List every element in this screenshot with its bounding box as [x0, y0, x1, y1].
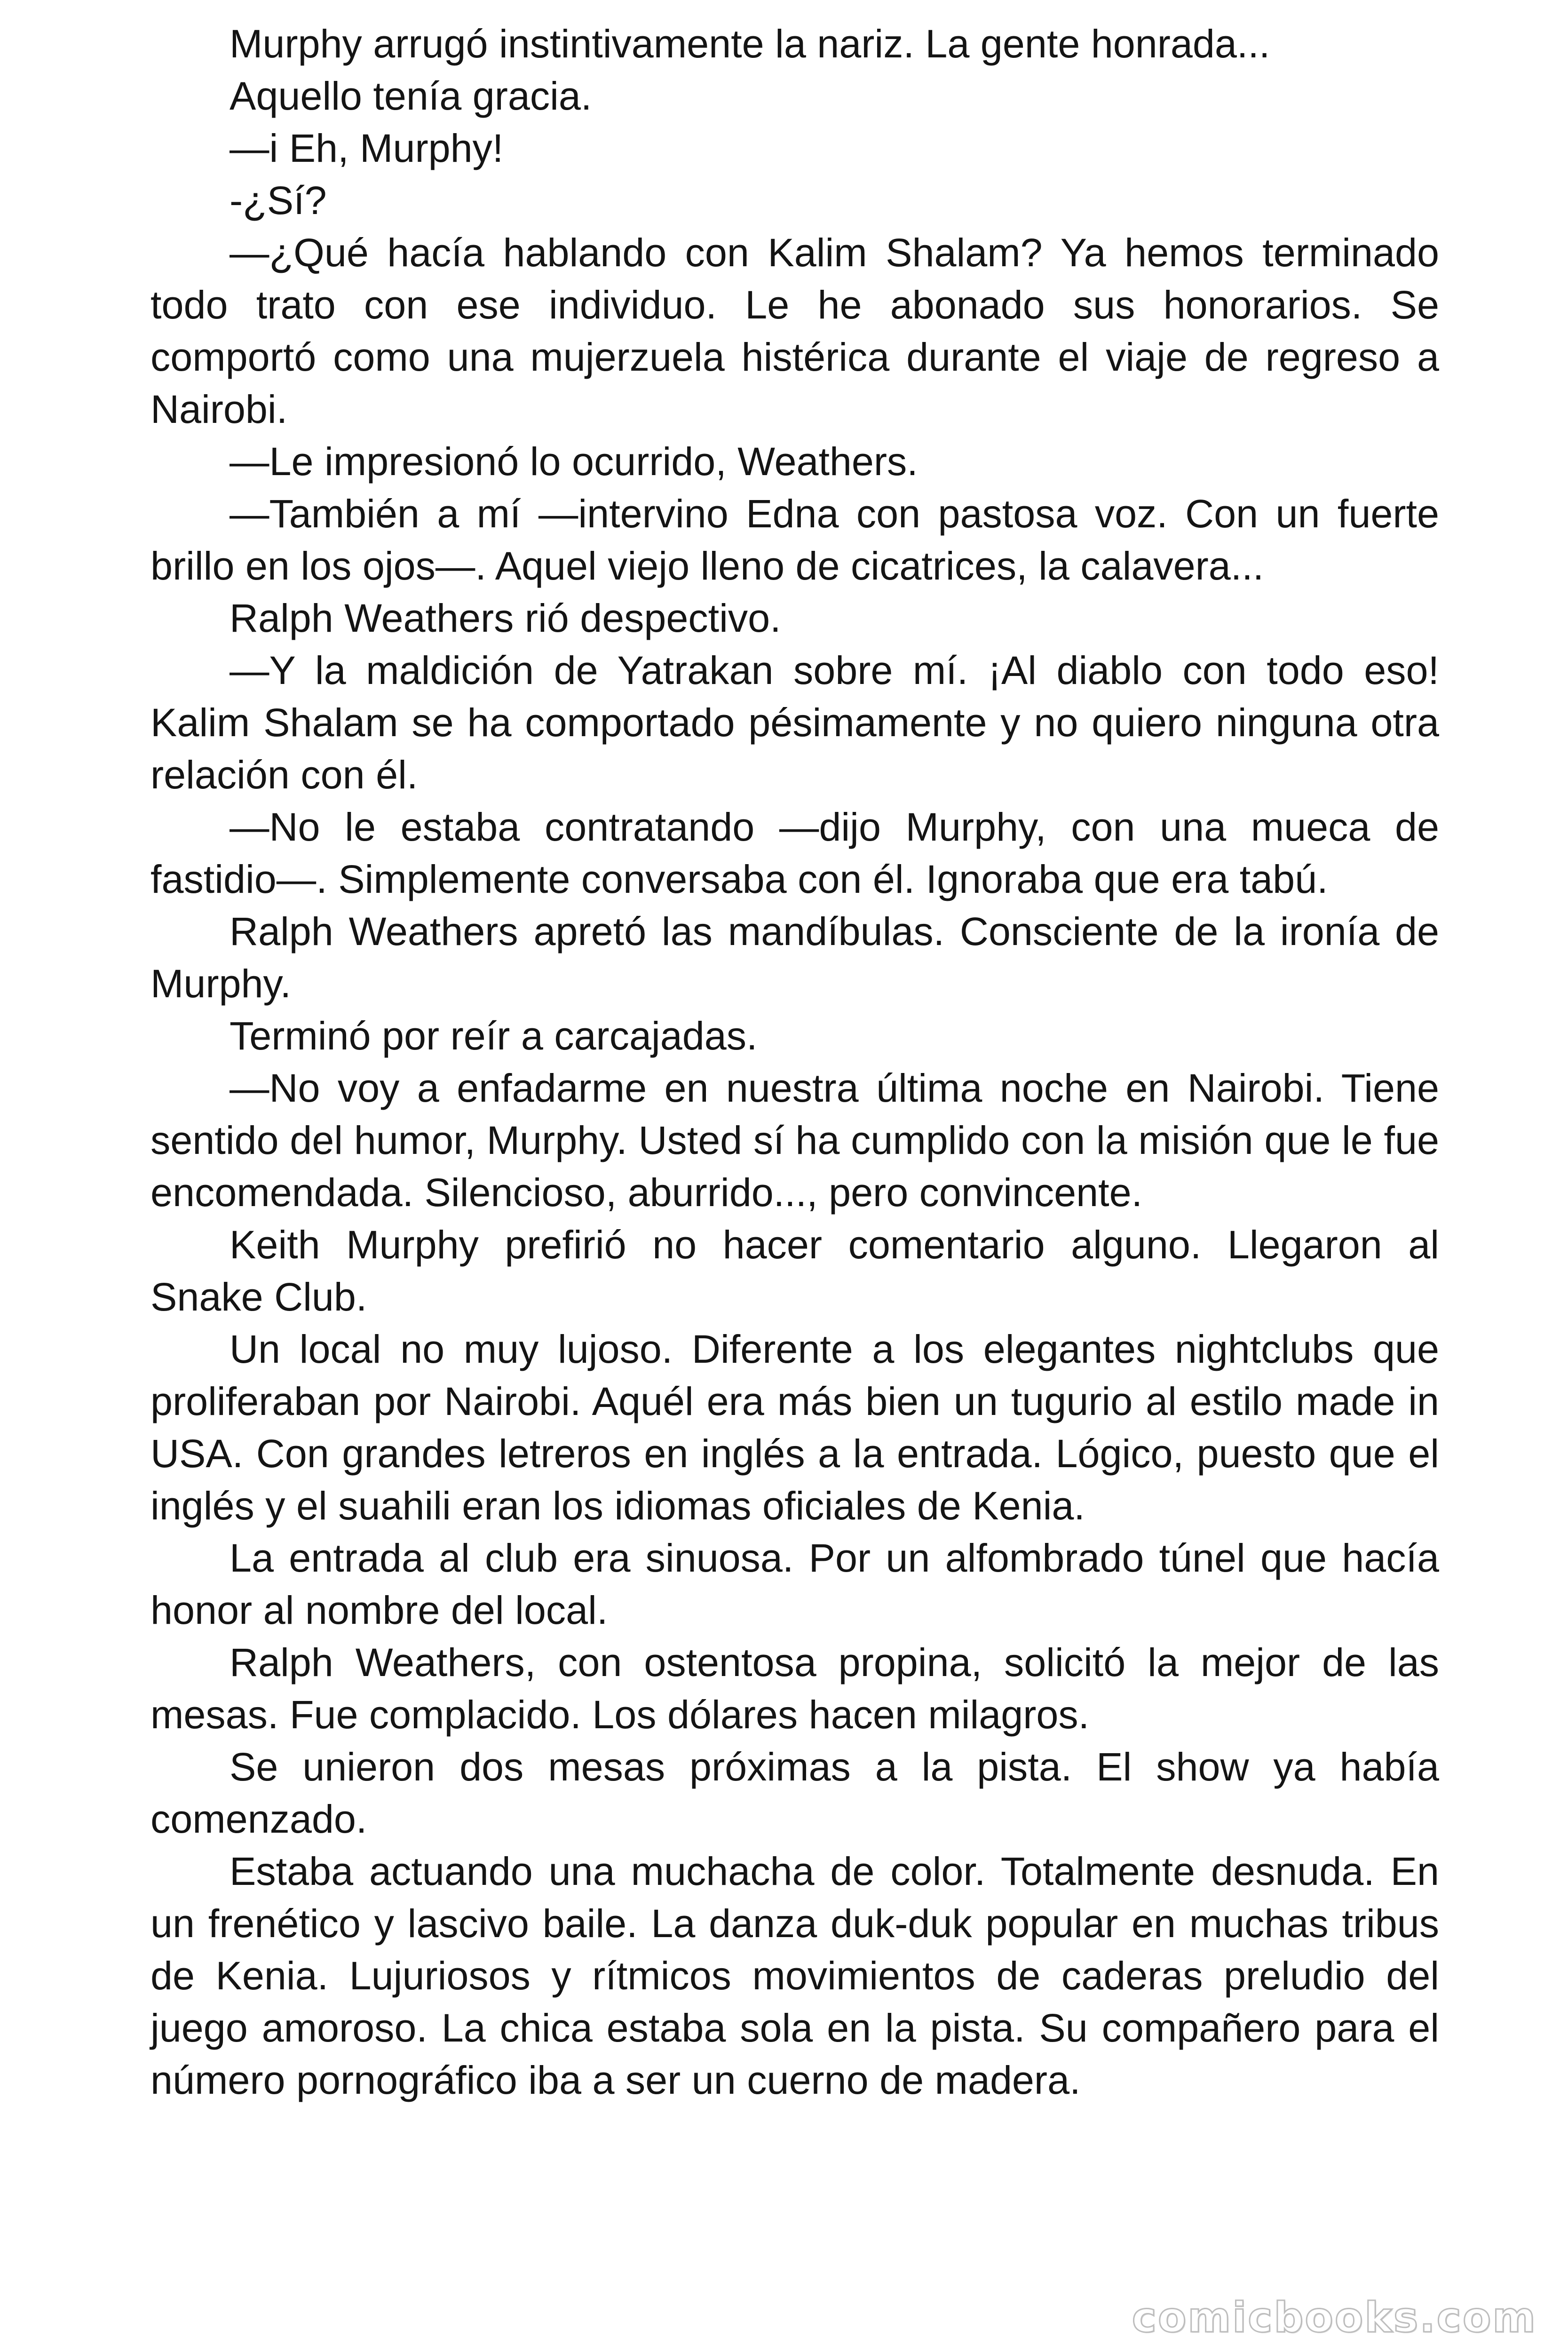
paragraph: —No voy a enfadarme en nuestra última noche en Nairobi. Tiene sentido del humor, Murphy. Usted sí ha cumplido con la misión que le fue encomendada. Silencioso, aburrido..., pero convincente. — [150, 1066, 1439, 1215]
watermark: comicbooks.com — [1132, 2293, 1537, 2342]
paragraph: —Y la maldición de Yatrakan sobre mí. ¡Al diablo con todo eso! Kalim Shalam se ha comportado pésimamente y no quiero ninguna otra relación con él. — [150, 648, 1439, 797]
paragraph: —Le impresionó lo ocurrido, Weathers. — [230, 439, 918, 484]
paragraph: Ralph Weathers, con ostentosa propina, solicitó la mejor de las mesas. Fue complacido. Los dólares hacen milagros. — [150, 1640, 1439, 1737]
paragraph: Un local no muy lujoso. Diferente a los elegantes nightclubs que proliferaban por Nairobi. Aquél era más bien un tugurio al estilo made in USA. Con grandes letreros en inglés a la entrada. Lógico, puesto que el inglés y el suahili eran los idiomas oficiales de Kenia. — [150, 1327, 1439, 1528]
paragraph: Estaba actuando una muchacha de color. Totalmente desnuda. En un frenético y lascivo baile. La danza duk-duk popular en muchas tribus de Kenia. Lujuriosos y rítmicos movimientos de caderas preludio del juego amoroso. La chica estaba sola en la pista. Su compañero para el número pornográfico iba a ser un cuerno de madera. — [150, 1849, 1439, 2102]
paragraph: -¿Sí? — [230, 178, 327, 222]
paragraph: Ralph Weathers rió despectivo. — [230, 596, 781, 640]
paragraph: —¿Qué hacía hablando con Kalim Shalam? Ya hemos terminado todo trato con ese individuo. Le he abonado sus honorarios. Se comportó como una mujerzuela histérica durante el viaje de regreso a Nairobi. — [150, 230, 1439, 431]
paragraph: Murphy arrugó instintivamente la nariz. La gente honrada... — [230, 22, 1270, 66]
book-page-text — [150, 18, 1439, 2106]
paragraph: —No le estaba contratando —dijo Murphy, con una mueca de fastidio—. Simplemente conversaba con él. Ignoraba que era tabú. — [150, 805, 1439, 901]
paragraph: Se unieron dos mesas próximas a la pista. El show ya había comenzado. — [150, 1745, 1439, 1841]
paragraph: La entrada al club era sinuosa. Por un alfombrado túnel que hacía honor al nombre del local. — [150, 1536, 1439, 1632]
paragraph: Keith Murphy prefirió no hacer comentario alguno. Llegaron al Snake Club. — [150, 1223, 1439, 1319]
paragraph: —También a mí —intervino Edna con pastosa voz. Con un fuerte brillo en los ojos—. Aquel viejo lleno de cicatrices, la calavera... — [150, 492, 1439, 588]
paragraph: Ralph Weathers apretó las mandíbulas. Consciente de la ironía de Murphy. — [150, 909, 1439, 1006]
paragraph: Aquello tenía gracia. — [230, 74, 592, 118]
paragraph: —i Eh, Murphy! — [230, 126, 504, 170]
paragraph: Terminó por reír a carcajadas. — [230, 1014, 758, 1058]
